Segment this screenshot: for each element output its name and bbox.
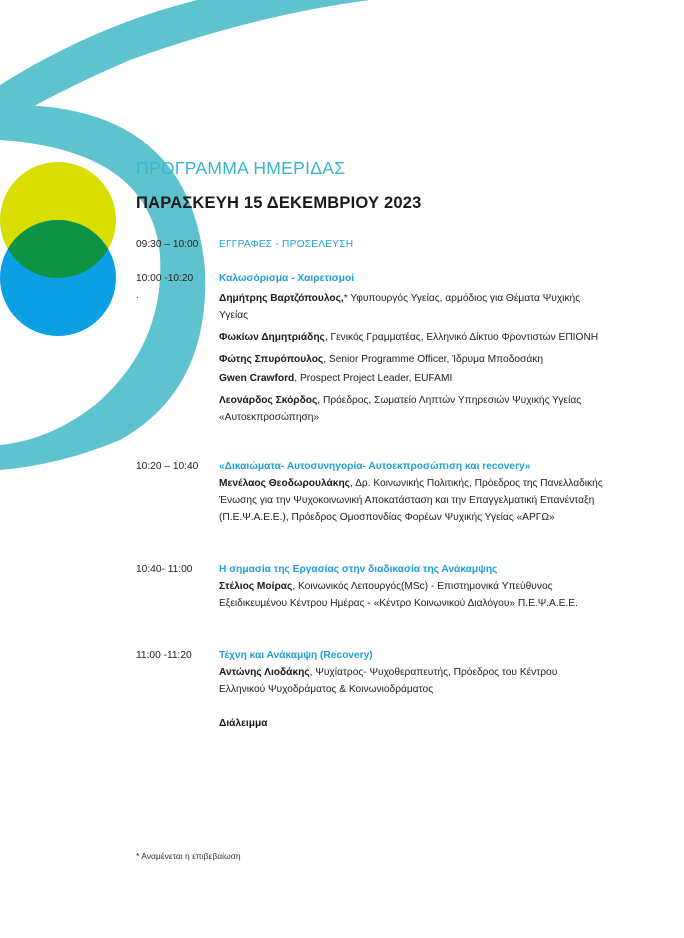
speaker-role: , Senior Programme Officer, Ίδρυμα Μποδοσάκη bbox=[323, 354, 543, 365]
speaker bbox=[219, 329, 606, 346]
speaker bbox=[219, 578, 606, 612]
page-title: ΠΡΟΓΡΑΜΜΑ ΗΜΕΡΙΔΑΣ bbox=[136, 158, 346, 178]
speaker-role: * Υφυπουργός Υγείας, αρμόδιος για Θέματα Ψυχικής Υγείας bbox=[219, 293, 581, 321]
session-time: 11:00 -11:20 bbox=[136, 650, 192, 661]
speaker-name: Φωκίων Δημητριάδης bbox=[219, 332, 325, 343]
speaker-role: , Γενικός Γραμματέας, Ελληνικό Δίκτυο Φροντιστών ΕΠΙΟΝΗ bbox=[324, 332, 599, 343]
session-title: Τέχνη και Ανάκαμψη (Recovery) bbox=[219, 650, 373, 661]
speaker-name: Μενέλαος Θεοδωρουλάκης bbox=[219, 478, 350, 489]
speaker bbox=[219, 664, 606, 698]
session-time: 10:20 – 10:40 bbox=[136, 461, 199, 472]
speaker bbox=[219, 370, 606, 387]
session-title: ΕΓΓΡΑΦΕΣ - ΠΡΟΣΕΛΕΥΣΗ bbox=[219, 239, 354, 250]
speaker-role: , Πρόεδρος, Σωματείο Ληπτών Υπηρεσιών Ψυχικής Υγείας «Αυτοεκπροσώπηση» bbox=[219, 395, 582, 423]
session-art bbox=[136, 647, 606, 732]
speaker-name: Gwen Crawford bbox=[219, 373, 295, 384]
session-time: 10:00 -10:20 bbox=[136, 273, 194, 284]
footnote: * Αναμένεται η επιβεβαίωση bbox=[136, 851, 241, 861]
event-date: ΠΑΡΑΣΚΕΥΗ 15 ΔΕΚΕΜΒΡΙΟΥ 2023 bbox=[136, 194, 422, 212]
speaker-role: , Δρ. Κοινωνικής Πολιτικής, Πρόεδρος της Πανελλαδικής Ένωσης για την Ψυχοκοινωνική Αποκατάσταση και την Επαγγελματική Επανένταξη (Π.Ε.Ψ.Α.Ε.Ε.), Πρόεδρος Ομοσπονδίας Φορέων Ψυχικής Υγείας «ΑΡΓΩ» bbox=[219, 478, 603, 523]
session-time: 10:40- 11:00 bbox=[136, 564, 193, 575]
speaker-name: Στέλιος Μοίρας bbox=[219, 581, 293, 592]
speaker bbox=[219, 290, 606, 324]
speaker-name: Φώτης Σπυρόπουλος bbox=[219, 354, 324, 365]
session-work bbox=[136, 561, 606, 612]
speaker bbox=[219, 351, 606, 368]
session-rights bbox=[136, 458, 606, 526]
speaker-name: Δημήτρης Βαρτζόπουλος, bbox=[219, 293, 344, 304]
speaker-name: Αντώνης Λιοδάκης bbox=[219, 667, 310, 678]
session-title: «Δικαιώματα- Αυτοσυνηγορία- Αυτοεκπροσώπιση και recovery» bbox=[219, 461, 531, 472]
break-label: Διάλειμμα bbox=[219, 718, 268, 729]
speaker bbox=[219, 392, 606, 426]
bullet-marker: . bbox=[136, 290, 139, 301]
session-registration bbox=[136, 236, 606, 253]
speaker-role: , Ψυχίατρος- Ψυχοθεραπευτής, Πρόεδρος του Κέντρου Ελληνικού Ψυχοδράματος & Κοινωνιοδράματος bbox=[219, 667, 558, 695]
session-time: 09:30 – 10:00 bbox=[136, 239, 199, 250]
speaker-name: Λεονάρδος Σκόρδος bbox=[219, 395, 318, 406]
session-title: Καλωσόρισμα - Χαιρετισμοί bbox=[219, 273, 355, 284]
session-title: Η σημασία της Εργασίας στην διαδικασία της Ανάκαμψης bbox=[219, 564, 498, 575]
speaker bbox=[219, 475, 606, 526]
session-welcome bbox=[136, 270, 606, 426]
speaker-role: , Prospect Project Leader, EUFAMI bbox=[294, 373, 453, 384]
speaker-role: , Κοινωνικός Λειτουργός(MSc) - Επιστημονικά Υπεύθυνος Εξειδικευμένου Κέντρου Ημέρας - «Κέντρο Κοινωνικού Διαλόγου» Π.Ε.Ψ.Α.Ε.Ε. bbox=[219, 581, 578, 609]
top-teal-arc bbox=[0, 0, 590, 125]
